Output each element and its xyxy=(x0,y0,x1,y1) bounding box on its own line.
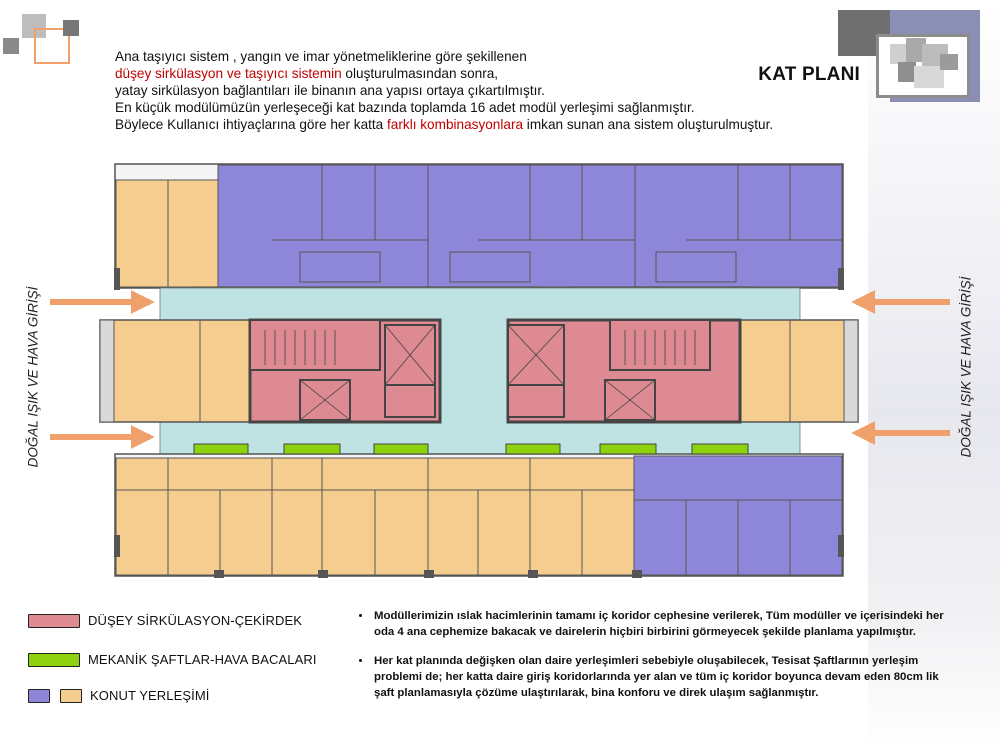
top-residential-block xyxy=(115,164,843,297)
legend-swatch-purple xyxy=(28,689,50,703)
central-corridor xyxy=(440,318,512,424)
legend-residential xyxy=(28,688,210,703)
left-side-label: DOĞAL IŞIK VE HAVA GİRİŞİ xyxy=(25,286,41,468)
legend-shafts xyxy=(28,652,317,667)
bottom-residential-block xyxy=(115,444,843,576)
notes xyxy=(350,608,950,714)
legend-label: KONUT YERLEŞİMİ xyxy=(90,688,210,703)
note-item: • Her kat planında değişken olan daire yerleşimleri sebebiyle oluşabilecek, Tesisat Şaftlarının yerleşim problemi de; her katta daire giriş koridorlarında yer alan ve tüm iç koridor boyunca devam eden 80cm lik şaft planlamasıyla çözüme ulaştırılarak, bina konforu ve direk ulaşım sağlanmıştır. xyxy=(372,653,950,701)
legend-swatch-shafts xyxy=(28,653,80,667)
page-title: KAT PLANI xyxy=(758,64,860,85)
legend-core xyxy=(28,613,302,628)
legend-swatch-core xyxy=(28,614,80,628)
legend-label: DÜŞEY SİRKÜLASYON-ÇEKİRDEK xyxy=(88,613,303,628)
note-item: • Modüllerimizin ıslak hacimlerinin tamamı iç koridor cephesine verilerek, Tüm modüller ve içerisindeki her oda 4 ana cephemize bakacak ve dairelerin hiçbiri birbirini görmeyecek şekilde planlama yapılmıştır. xyxy=(372,608,950,640)
legend-swatch-tan xyxy=(60,689,82,703)
legend-label: MEKANİK ŞAFTLAR-HAVA BACALARI xyxy=(88,652,317,667)
right-side-label: DOĞAL IŞIK VE HAVA GİRİŞİ xyxy=(958,276,974,458)
intro-text: Ana taşıyıcı sistem , yangın ve imar yönetmeliklerine göre şekillenen düşey sirkülasyon ve taşıyıcı sistemin oluşturulmasından sonra, yatay sirkülasyon bağlantıları ile binanın ana yapısı ortaya çıkartılmıştır. En küçük modülümüzün yerleşeceği kat bazında toplamda 16 adet modül yerleşimi sağlanmıştır. Böylece Kullanıcı ihtiyaçlarına göre her katta farklı kombinasyonlara imkan sunan ana sistem oluşturulmuştur. xyxy=(115,49,774,132)
